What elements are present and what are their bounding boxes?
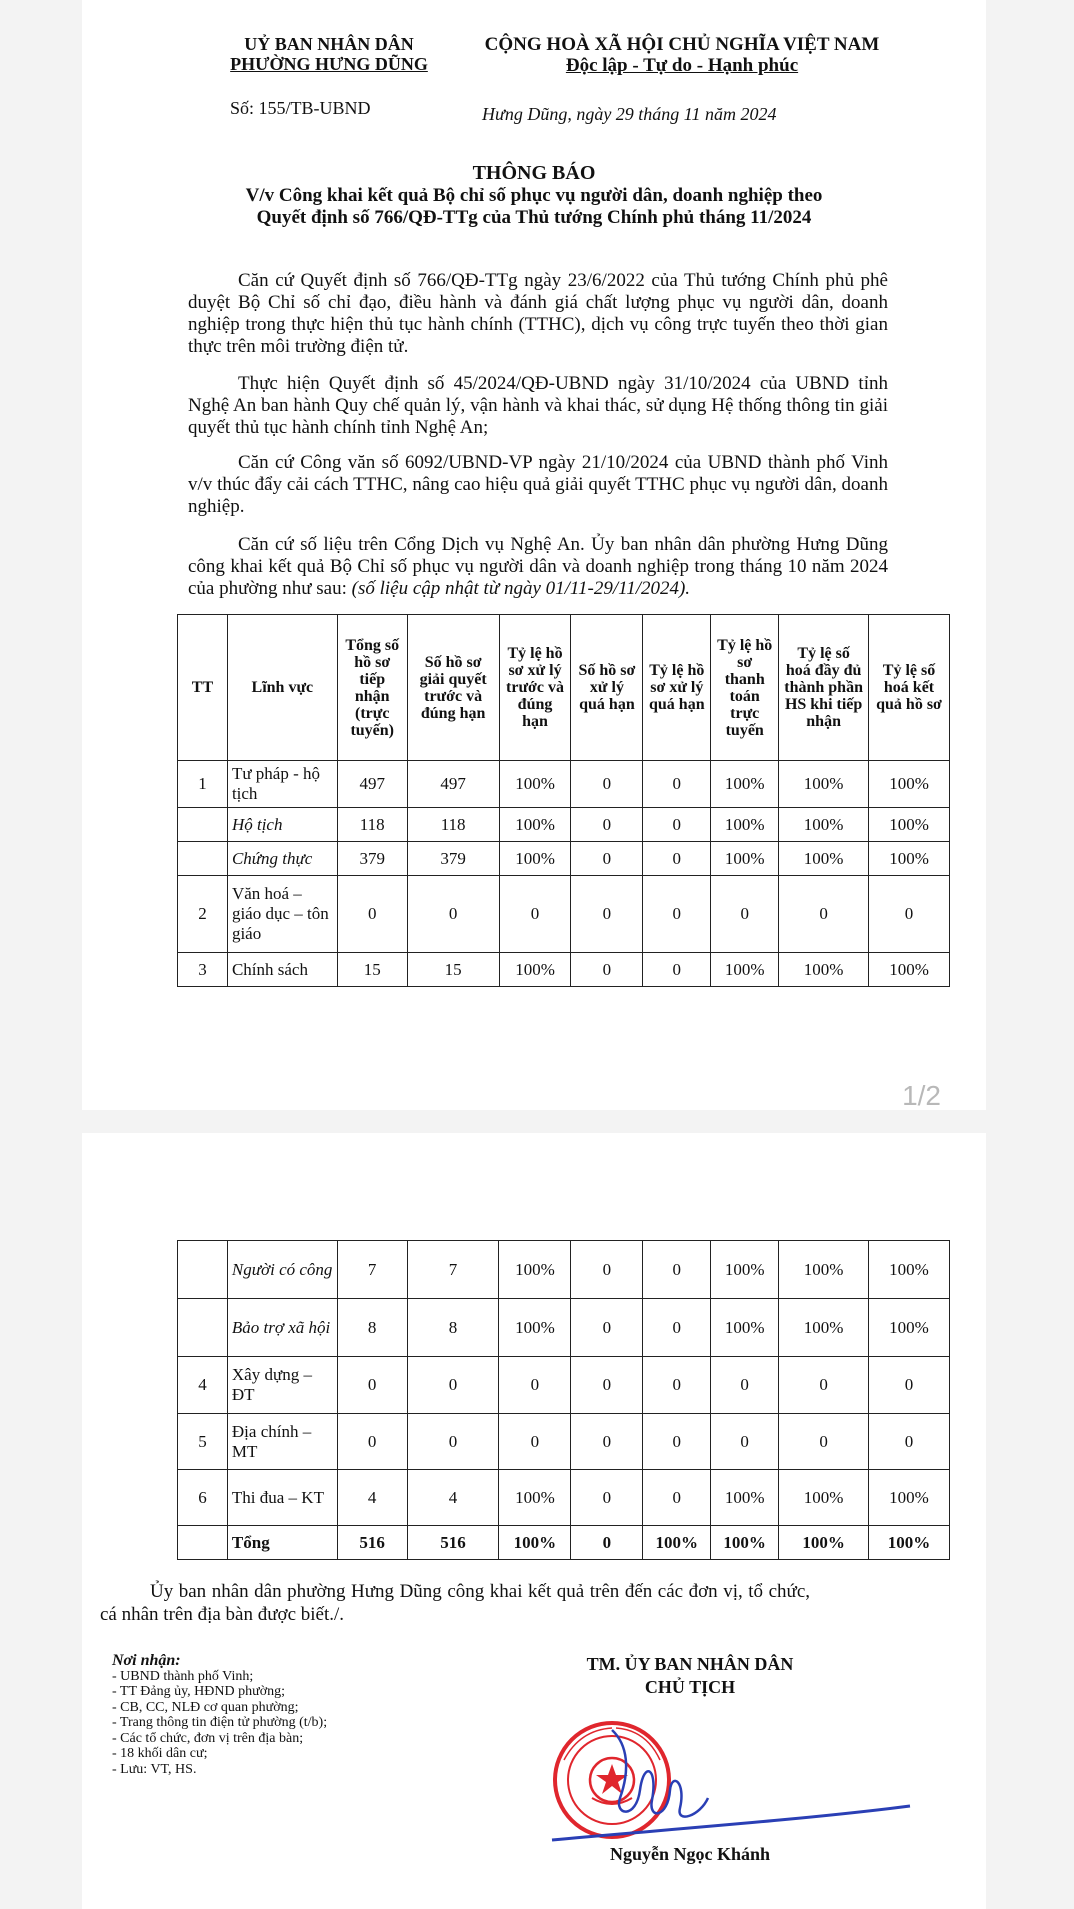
table-row bbox=[178, 953, 950, 987]
row-number: 3 bbox=[178, 953, 228, 987]
data-cell: 0 bbox=[407, 1414, 499, 1470]
data-cell: 100% bbox=[711, 761, 779, 808]
table-row bbox=[178, 1241, 950, 1299]
data-cell: 0 bbox=[711, 1414, 779, 1470]
data-cell: 0 bbox=[571, 953, 643, 987]
col-header: TT bbox=[178, 615, 228, 761]
data-cell: 100% bbox=[869, 1470, 950, 1526]
data-cell: 0 bbox=[643, 1299, 711, 1357]
data-cell: 15 bbox=[407, 953, 499, 987]
document-page-1 bbox=[82, 0, 986, 1110]
col-header: Tổng số hồ sơ tiếp nhận (trực tuyến) bbox=[337, 615, 407, 761]
data-cell: 0 bbox=[571, 1241, 643, 1299]
table-row bbox=[178, 1299, 950, 1357]
data-cell: 100% bbox=[779, 1241, 869, 1299]
data-cell: 0 bbox=[643, 953, 711, 987]
row-number: 4 bbox=[178, 1357, 228, 1414]
data-cell: 0 bbox=[499, 1357, 571, 1414]
data-cell: 100% bbox=[711, 842, 779, 876]
data-cell: 100% bbox=[711, 1470, 779, 1526]
table-row bbox=[178, 1470, 950, 1526]
field-name: Văn hoá – giáo dục – tôn giáo bbox=[227, 876, 337, 953]
paragraph-3: Căn cứ Công văn số 6092/UBND-VP ngày 21/10/2024 của UBND thành phố Vinh v/v thúc đẩy cải cách TTHC, nâng cao hiệu quả giải quyết TTHC phục vụ người dân, doanh nghiệp. bbox=[188, 452, 888, 517]
data-cell: 0 bbox=[869, 1357, 950, 1414]
data-cell: 0 bbox=[571, 842, 643, 876]
field-name: Bảo trợ xã hội bbox=[227, 1299, 337, 1357]
data-cell: 0 bbox=[643, 842, 711, 876]
data-cell: 0 bbox=[499, 1414, 571, 1470]
data-cell: 0 bbox=[869, 876, 950, 953]
data-cell: 100% bbox=[711, 808, 779, 842]
data-cell: 0 bbox=[869, 1414, 950, 1470]
table-row bbox=[178, 761, 950, 808]
data-cell: 100% bbox=[779, 953, 869, 987]
col-header: Tỷ lệ hồ sơ xử lý trước và đúng hạn bbox=[499, 615, 571, 761]
data-cell: 100% bbox=[711, 953, 779, 987]
recipient-item: - Lưu: VT, HS. bbox=[112, 1761, 197, 1777]
data-cell: 0 bbox=[337, 876, 407, 953]
data-cell: 4 bbox=[407, 1470, 499, 1526]
data-cell: 516 bbox=[407, 1526, 499, 1560]
recipient-item: - 18 khối dân cư; bbox=[112, 1746, 208, 1761]
data-cell: 0 bbox=[779, 1357, 869, 1414]
data-cell: 497 bbox=[407, 761, 499, 808]
org-line-1: UỶ BAN NHÂN DÂN bbox=[244, 34, 414, 54]
col-header: Lĩnh vực bbox=[227, 615, 337, 761]
data-cell: 15 bbox=[337, 953, 407, 987]
data-cell: 379 bbox=[407, 842, 499, 876]
subject-line-2: Quyết định số 766/QĐ-TTg của Thủ tướng Chính phủ tháng 11/2024 bbox=[256, 207, 812, 228]
signature-line-1: TM. ỦY BAN NHÂN DÂN bbox=[586, 1654, 794, 1674]
data-cell: 100% bbox=[779, 842, 869, 876]
row-number bbox=[178, 842, 228, 876]
national-header bbox=[422, 34, 942, 76]
data-cell: 0 bbox=[571, 876, 643, 953]
data-cell: 8 bbox=[407, 1299, 499, 1357]
col-header: Tỷ lệ hồ sơ thanh toán trực tuyến bbox=[711, 615, 779, 761]
data-cell: 100% bbox=[499, 1470, 571, 1526]
field-name: Tổng bbox=[227, 1526, 337, 1560]
data-cell: 0 bbox=[571, 1470, 643, 1526]
data-cell: 100% bbox=[869, 808, 950, 842]
data-cell: 0 bbox=[711, 876, 779, 953]
results-table-part-1 bbox=[177, 614, 950, 987]
data-cell: 0 bbox=[571, 1526, 643, 1560]
signer-name: Nguyễn Ngọc Khánh bbox=[609, 1844, 771, 1864]
data-cell: 118 bbox=[337, 808, 407, 842]
data-cell: 0 bbox=[779, 1414, 869, 1470]
recipients-list bbox=[112, 1669, 327, 1778]
data-cell: 100% bbox=[869, 1299, 950, 1357]
table-total-row bbox=[178, 1526, 950, 1560]
col-header: Tỷ lệ số hoá kết quả hồ sơ bbox=[869, 615, 950, 761]
field-name: Chính sách bbox=[227, 953, 337, 987]
data-cell: 4 bbox=[337, 1470, 407, 1526]
field-name: Thi đua – KT bbox=[227, 1470, 337, 1526]
col-header: Tỷ lệ hồ sơ xử lý quá hạn bbox=[643, 615, 711, 761]
data-cell: 0 bbox=[711, 1357, 779, 1414]
col-header: Số hồ sơ xử lý quá hạn bbox=[571, 615, 643, 761]
table-header-row bbox=[178, 615, 950, 761]
row-number bbox=[178, 1241, 228, 1299]
recipient-item: - Trang thông tin điện tử phường (t/b); bbox=[112, 1715, 328, 1730]
data-cell: 0 bbox=[571, 1414, 643, 1470]
data-cell: 100% bbox=[779, 761, 869, 808]
data-cell: 118 bbox=[407, 808, 499, 842]
table-row bbox=[178, 1414, 950, 1470]
data-cell: 0 bbox=[643, 1414, 711, 1470]
document-subject bbox=[82, 185, 986, 229]
data-cell: 100% bbox=[711, 1299, 779, 1357]
data-cell: 0 bbox=[571, 761, 643, 808]
data-cell: 100% bbox=[869, 953, 950, 987]
row-number bbox=[178, 1299, 228, 1357]
field-name: Chứng thực bbox=[227, 842, 337, 876]
data-cell: 0 bbox=[643, 1241, 711, 1299]
nation-motto: Độc lập - Tự do - Hạnh phúc bbox=[565, 55, 799, 76]
recipient-item: - TT Đảng ủy, HĐND phường; bbox=[112, 1684, 285, 1699]
data-cell: 0 bbox=[407, 876, 499, 953]
data-cell: 0 bbox=[643, 1470, 711, 1526]
data-cell: 100% bbox=[869, 1526, 950, 1560]
data-cell: 0 bbox=[779, 876, 869, 953]
row-number: 2 bbox=[178, 876, 228, 953]
recipients-block bbox=[112, 1653, 327, 1777]
data-cell: 8 bbox=[337, 1299, 407, 1357]
data-cell: 497 bbox=[337, 761, 407, 808]
data-cell: 0 bbox=[643, 761, 711, 808]
table-row bbox=[178, 876, 950, 953]
data-cell: 0 bbox=[643, 876, 711, 953]
data-cell: 100% bbox=[499, 761, 571, 808]
data-cell: 100% bbox=[869, 842, 950, 876]
signature-title bbox=[540, 1653, 840, 1699]
data-cell: 0 bbox=[499, 876, 571, 953]
data-cell: 100% bbox=[499, 1526, 571, 1560]
data-cell: 100% bbox=[869, 1241, 950, 1299]
data-cell: 100% bbox=[499, 1299, 571, 1357]
closing-paragraph: Ủy ban nhân dân phường Hưng Dũng công khai kết quả trên đến các đơn vị, tổ chức, cá nhân trên địa bàn được biết./. bbox=[100, 1581, 810, 1625]
data-cell: 0 bbox=[407, 1357, 499, 1414]
data-cell: 100% bbox=[779, 1526, 869, 1560]
data-cell: 0 bbox=[571, 1357, 643, 1414]
col-header: Số hồ sơ giải quyết trước và đúng hạn bbox=[407, 615, 499, 761]
data-cell: 379 bbox=[337, 842, 407, 876]
table-row bbox=[178, 1357, 950, 1414]
data-cell: 100% bbox=[499, 808, 571, 842]
data-cell: 516 bbox=[337, 1526, 407, 1560]
data-cell: 0 bbox=[643, 1357, 711, 1414]
data-cell: 100% bbox=[643, 1526, 711, 1560]
table-row bbox=[178, 842, 950, 876]
field-name: Địa chính – MT bbox=[227, 1414, 337, 1470]
nation-line-1: CỘNG HOÀ XÃ HỘI CHỦ NGHĨA VIỆT NAM bbox=[484, 34, 880, 55]
data-cell: 0 bbox=[643, 808, 711, 842]
signature-line-2: CHỦ TỊCH bbox=[644, 1677, 736, 1697]
row-number bbox=[178, 1526, 228, 1560]
data-cell: 7 bbox=[337, 1241, 407, 1299]
recipient-item: - UBND thành phố Vinh; bbox=[112, 1668, 254, 1684]
row-number: 1 bbox=[178, 761, 228, 808]
data-cell: 100% bbox=[869, 761, 950, 808]
document-number: Số: 155/TB-UBND bbox=[230, 98, 371, 118]
data-cell: 0 bbox=[337, 1414, 407, 1470]
subject-line-1: V/v Công khai kết quả Bộ chỉ số phục vụ người dân, doanh nghiệp theo bbox=[245, 185, 823, 206]
data-cell: 100% bbox=[499, 842, 571, 876]
data-cell: 100% bbox=[711, 1526, 779, 1560]
data-cell: 7 bbox=[407, 1241, 499, 1299]
data-cell: 0 bbox=[571, 1299, 643, 1357]
paragraph-2: Thực hiện Quyết định số 45/2024/QĐ-UBND ngày 31/10/2024 của UBND tỉnh Nghệ An ban hành Quy chế quản lý, vận hành và khai thác, sử dụng Hệ thống thông tin giải quyết thủ tục hành chính tỉnh Nghệ An; bbox=[188, 373, 888, 438]
row-number: 5 bbox=[178, 1414, 228, 1470]
data-cell: 0 bbox=[571, 808, 643, 842]
data-cell: 100% bbox=[779, 1299, 869, 1357]
recipient-item: - CB, CC, NLĐ cơ quan phường; bbox=[112, 1699, 299, 1715]
document-date: Hưng Dũng, ngày 29 tháng 11 năm 2024 bbox=[482, 104, 777, 124]
field-name: Tư pháp - hộ tịch bbox=[227, 761, 337, 808]
data-cell: 100% bbox=[499, 953, 571, 987]
col-header: Tỷ lệ số hoá đầy đủ thành phần HS khi tiếp nhận bbox=[779, 615, 869, 761]
recipients-heading: Nơi nhận: bbox=[112, 1652, 181, 1669]
data-cell: 100% bbox=[711, 1241, 779, 1299]
data-cell: 100% bbox=[779, 808, 869, 842]
field-name: Người có công bbox=[227, 1241, 337, 1299]
row-number bbox=[178, 808, 228, 842]
row-number: 6 bbox=[178, 1470, 228, 1526]
paragraph-4-text: Căn cứ số liệu trên Cổng Dịch vụ Nghệ An. Ủy ban nhân dân phường Hưng Dũng công khai kết quả Bộ Chỉ số phục vụ người dân và doanh nghiệp trong tháng 10 năm 2024 của phường như sau: bbox=[188, 534, 888, 599]
recipient-item: - Các tổ chức, đơn vị trên địa bàn; bbox=[112, 1730, 304, 1746]
page-indicator: 1/2 bbox=[902, 1080, 941, 1111]
field-name: Xây dựng – ĐT bbox=[227, 1357, 337, 1414]
paragraph-4-note: (số liệu cập nhật từ ngày 01/11-29/11/2024). bbox=[351, 578, 691, 599]
table-row bbox=[178, 808, 950, 842]
paragraph-1: Căn cứ Quyết định số 766/QĐ-TTg ngày 23/6/2022 của Thủ tướng Chính phủ phê duyệt Bộ Chỉ số chỉ đạo, điều hành và đánh giá chất lượng phục vụ người dân, doanh nghiệp trong thực hiện thủ tục hành chính (TTHC), dịch vụ công trực tuyến theo thời gian thực trên môi trường điện tử. bbox=[188, 270, 888, 357]
official-seal-and-signature bbox=[540, 1720, 920, 1850]
document-title: THÔNG BÁO bbox=[472, 162, 596, 184]
data-cell: 100% bbox=[779, 1470, 869, 1526]
paragraph-4 bbox=[188, 534, 888, 600]
data-cell: 100% bbox=[499, 1241, 571, 1299]
field-name: Hộ tịch bbox=[227, 808, 337, 842]
data-cell: 0 bbox=[337, 1357, 407, 1414]
results-table-part-2 bbox=[177, 1240, 950, 1560]
org-line-2: PHƯỜNG HƯNG DŨNG bbox=[230, 54, 428, 74]
